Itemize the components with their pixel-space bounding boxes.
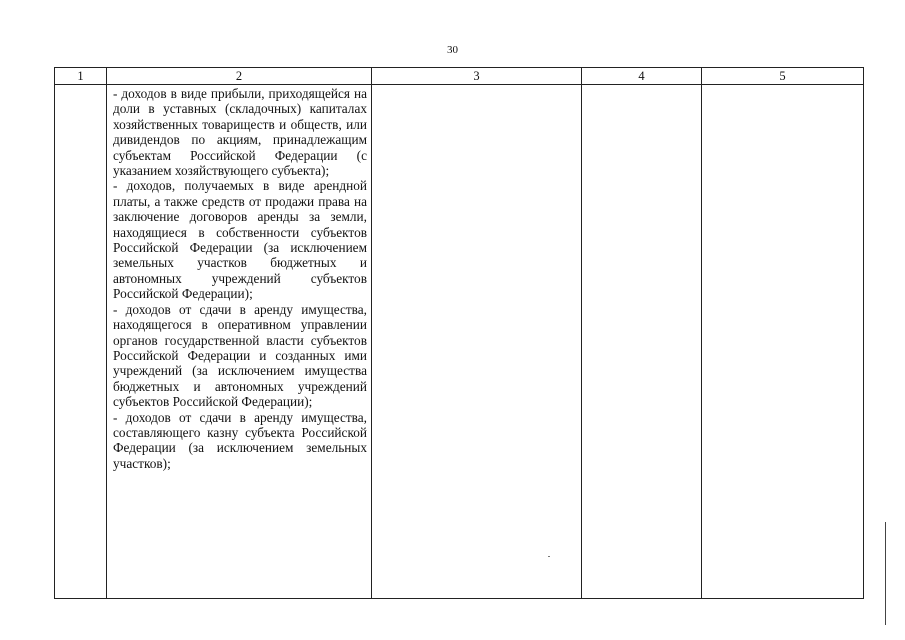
list-item: - доходов от сдачи в аренду имущества, составляющего казну субъекта Российской Федерации (за исключением земельных участков); xyxy=(113,409,367,471)
cell-column-2 xyxy=(107,85,372,599)
column-header-2: 2 xyxy=(107,68,372,85)
document-table xyxy=(54,67,864,599)
list-item: - доходов от сдачи в аренду имущества, находящегося в оперативном управлении органов государственной власти субъектов Российской Федерации и созданных ими учреждений (за исключением имущества бюджетных и автономных учреждений субъектов Российской Федерации); xyxy=(113,301,367,410)
column-header-5: 5 xyxy=(702,68,864,85)
cell-column-1 xyxy=(55,85,107,599)
scan-edge-line xyxy=(885,522,886,625)
column-header-4: 4 xyxy=(582,68,702,85)
table-row xyxy=(55,85,864,599)
column-header-3: 3 xyxy=(372,68,582,85)
column-header-1: 1 xyxy=(55,68,107,85)
table-header-row xyxy=(55,68,864,85)
page-number: 30 xyxy=(447,44,458,56)
cell-column-3 xyxy=(372,85,582,599)
list-item: - доходов в виде прибыли, приходящейся на доли в уставных (складочных) капиталах хозяйственных товариществ и обществ, или дивидендов по акциям, принадлежащим субъектам Российской Федерации (с указанием хозяйствующего субъекта); xyxy=(113,86,367,179)
scan-speck xyxy=(548,556,550,557)
cell-column-5 xyxy=(702,85,864,599)
cell-column-4 xyxy=(582,85,702,599)
revenue-items-list xyxy=(107,85,371,471)
list-item: - доходов, получаемых в виде арендной платы, а также средств от продажи права на заключение договоров аренды за земли, находящиеся в собственности субъектов Российской Федерации (за исключением земельных участков бюджетных и автономных учреждений субъектов Российской Федерации); xyxy=(113,178,367,302)
